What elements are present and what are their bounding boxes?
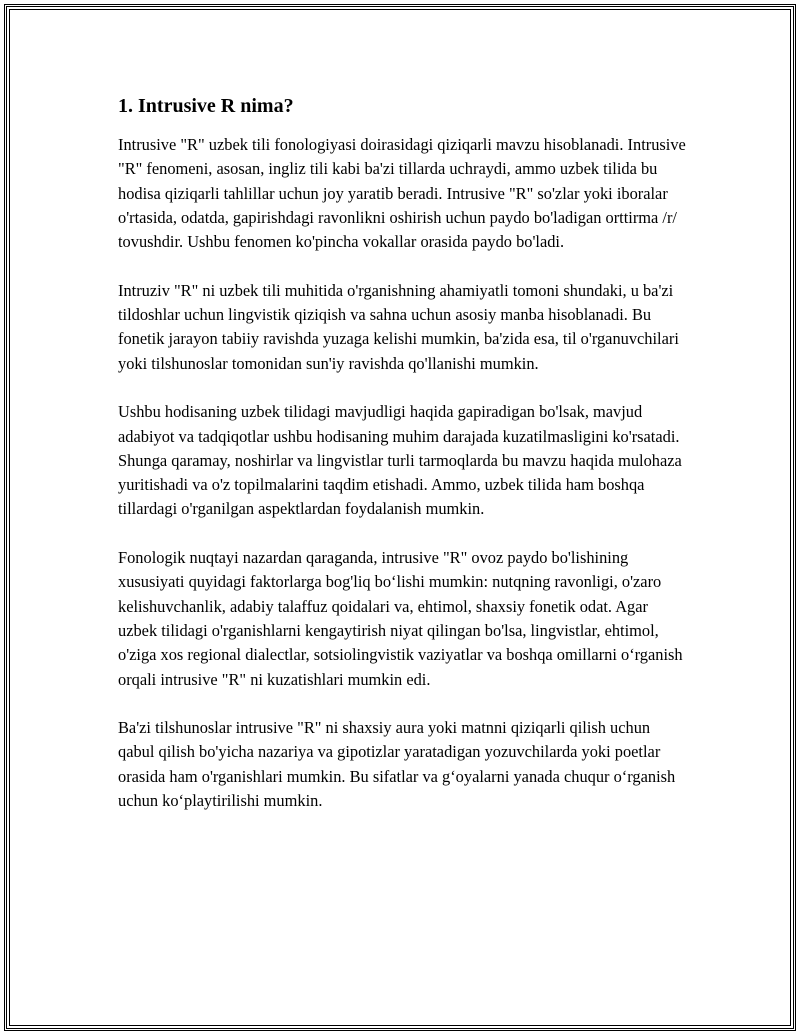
section-heading: 1. Intrusive R nima? — [118, 95, 294, 117]
document-body — [118, 93, 690, 838]
paragraph-5: Ba'zi tilshunoslar intrusive "R" ni shaxsiy aura yoki matnni qiziqarli qilish uchun qabul qilish bo'yicha nazariya va gipotizlar yaratadigan yozuvchilarda yoki poetlar orasida ham o'rganishlari mumkin. Bu sifatlar va g‘oyalarni yanada chuqur o‘rganish uchun ko‘playtirilishi mumkin. — [118, 718, 676, 811]
paragraph-4: Fonologik nuqtayi nazardan qaraganda, intrusive "R" ovoz paydo bo'lishining xususiyati quyidagi faktorlarga bog'liq bo‘lishi mumkin: nutqning ravonligi, o'zaro kelishuvchanlik, adabiy talaffuz qoidalari va, ehtimol, shaxsiy fonetik odat. Agar uzbek tilidagi o'rganishlarni kengaytirish niyat qilingan bo'lsa, lingvistlar, ehtimol, o'ziga xos regional dialectlar, sotsiolingvistik vaziyatlar va boshqa omillarni o‘rganish orqali intrusive "R" ni kuzatishlari mumkin edi. — [118, 548, 683, 689]
paragraph-1: Intrusive "R" uzbek tili fonologiyasi doirasidagi qiziqarli mavzu hisoblanadi. Intrusive "R" fenomeni, asosan, ingliz tili kabi ba'zi tillarda uchraydi, ammo uzbek tilida bu hodisa qiziqarli tahlillar uchun joy yaratib beradi. Intrusive "R" so'zlar yoki iboralar o'rtasida, odatda, gapirishdagi ravonlikni oshirish uchun paydo bo'ladigan orttirma /r/ tovushdir. Ushbu fenomen ko'pincha vokallar orasida paydo bo'ladi. — [118, 135, 686, 252]
paragraph-2: Intruziv "R" ni uzbek tili muhitida o'rganishning ahamiyatli tomoni shundaki, u ba'zi tildoshlar uchun lingvistik qiziqish va sahna uchun asosiy manba hisoblanadi. Bu fonetik jarayon tabiiy ravishda yuzaga kelishi mumkin, ba'zida esa, til o'rganuvchilari yoki tilshunoslar tomonidan sun'iy ravishda qo'llanishi mumkin. — [118, 280, 679, 373]
paragraph-3: Ushbu hodisaning uzbek tilidagi mavjudligi haqida gapiradigan bo'lsak, mavjud adabiyot va tadqiqotlar ushbu hodisaning muhim darajada kuzatilmasligini ko'rsatadi. Shunga qaramay, noshirlar va lingvistlar turli tarmoqlarda bu mavzu haqida mulohaza yuritishadi va o'z topilmalarini taqdim etishadi. Ammo, uzbek tilida ham boshqa tillardagi o'rganilgan aspektlardan foydalanish mumkin. — [118, 402, 682, 519]
